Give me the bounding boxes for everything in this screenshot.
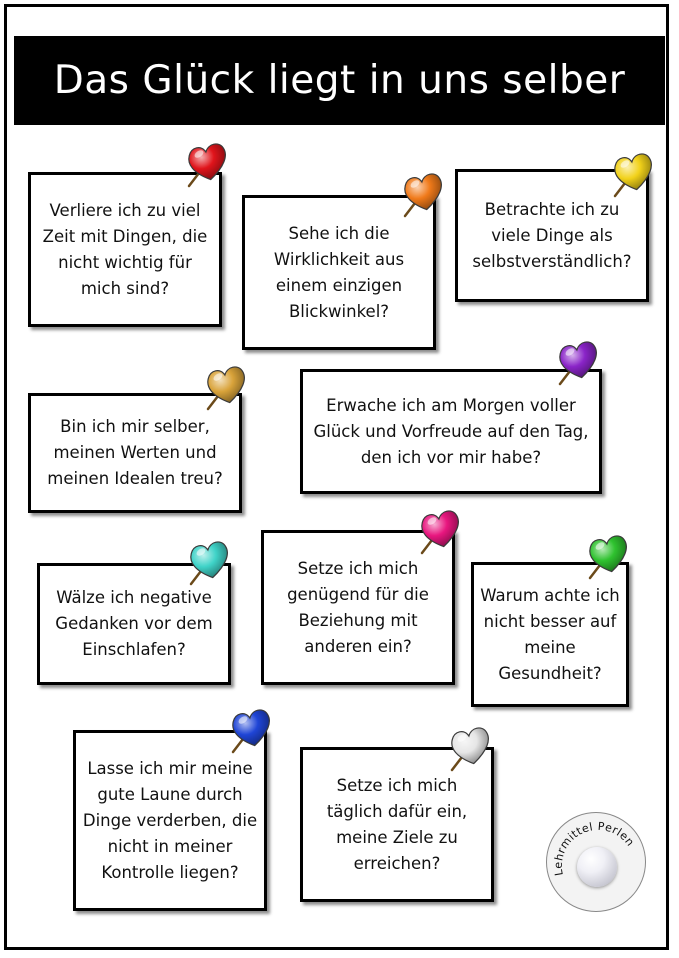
question-text: Erwache ich am Morgen voller Glück und Vorfreude auf den Tag, den ich vor mir habe?	[313, 395, 589, 467]
blue-heart-pin-icon	[229, 706, 273, 756]
purple-heart-pin-icon	[556, 338, 600, 388]
question-text: Sehe ich die Wirklichkeit aus einem einzigen Blickwinkel?	[273, 223, 405, 321]
question-card-1	[28, 172, 222, 327]
page-title: Das Glück liegt in uns selber	[14, 36, 665, 125]
gold-heart-pin-icon	[204, 363, 248, 413]
white-heart-pin-icon	[448, 724, 492, 774]
turquoise-heart-pin-icon	[187, 538, 231, 588]
question-text: Setze ich mich täglich dafür ein, meine Ziele zu erreichen?	[326, 775, 468, 873]
question-text: Warum achte ich nicht besser auf meine Gesundheit?	[480, 585, 620, 683]
question-text: Verliere ich zu viel Zeit mit Dingen, die nicht wichtig für mich sind?	[42, 200, 208, 298]
pink-heart-pin-icon	[418, 507, 462, 557]
red-heart-pin-icon	[185, 140, 229, 190]
question-text: Betrachte ich zu viele Dinge als selbstverständlich?	[472, 199, 632, 271]
yellow-heart-pin-icon	[611, 150, 655, 200]
logo-text: Lehrmittel Perlen	[551, 819, 638, 877]
orange-heart-pin-icon	[401, 170, 445, 220]
question-text: Lasse ich mir meine gute Laune durch Dinge verderben, die nicht in meiner Kontrolle liegen?	[82, 758, 258, 882]
question-text: Bin ich mir selber, meinen Werten und meinen Idealen treu?	[47, 417, 223, 488]
question-card-8	[471, 562, 629, 707]
lehrmittel-perlen-logo	[546, 812, 646, 912]
green-heart-pin-icon	[586, 532, 630, 582]
pearl-icon	[577, 847, 617, 887]
question-text: Wälze ich negative Gedanken vor dem Einschlafen?	[55, 588, 213, 659]
question-text: Setze ich mich genügend für die Beziehung mit anderen ein?	[287, 558, 429, 656]
question-card-9	[73, 730, 267, 911]
